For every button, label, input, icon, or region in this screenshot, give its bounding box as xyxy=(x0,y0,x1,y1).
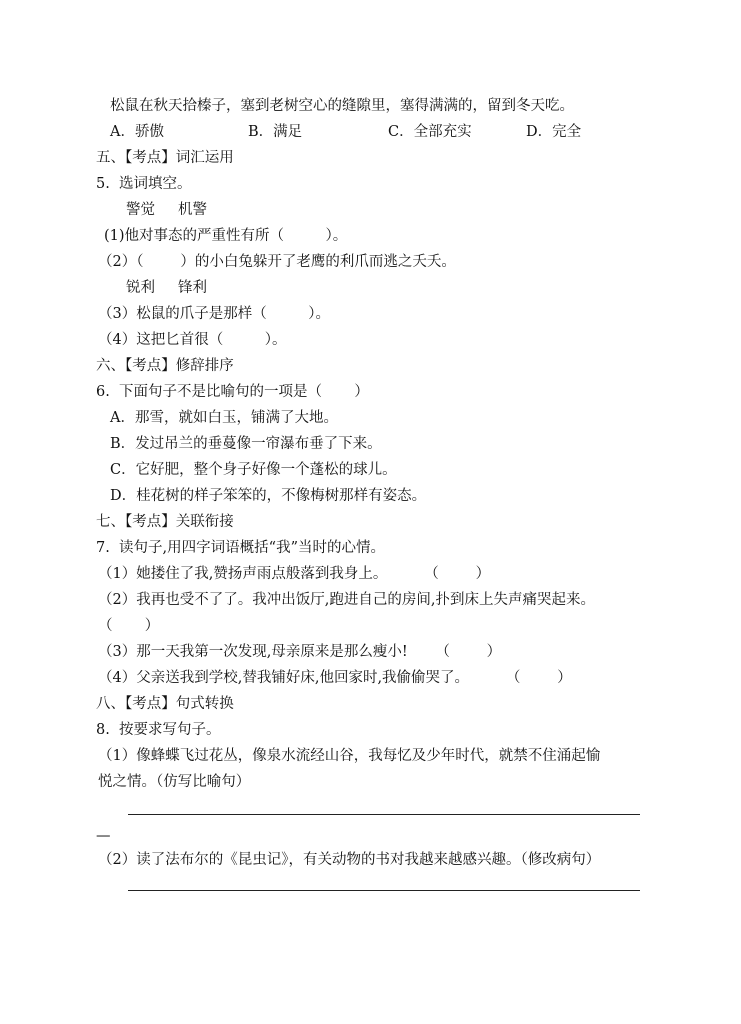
q5-item-4: （4）这把匕首很（ ）。 xyxy=(98,332,287,348)
section-8-heading: 八、【考点】句式转换 xyxy=(96,696,234,712)
question-6: 6. 下面句子不是比喻句的一项是（ ） xyxy=(96,384,369,400)
q5-item-1: (1)他对事态的严重性有所（ ）。 xyxy=(104,228,348,244)
q4-option-d: D．完全 xyxy=(526,124,582,140)
q6-option-d: D．桂花树的样子笨笨的，不像梅树那样有姿态。 xyxy=(110,488,427,504)
q8-item-2: （2）读了法布尔的《昆虫记》，有关动物的书对我越来越感兴趣。（修改病句） xyxy=(98,852,601,868)
answer-line-2[interactable] xyxy=(128,890,640,891)
q7-item-3: （3）那一天我第一次发现,母亲原来是那么瘦小! （ ） xyxy=(98,644,502,660)
q6-option-c: C．它好肥，整个身子好像一个蓬松的球儿。 xyxy=(110,462,397,478)
q8-item-1-line-2: 悦之情。（仿写比喻句） xyxy=(98,774,251,790)
q7-item-2-blank: （ ） xyxy=(98,618,160,634)
section-7-heading: 七、【考点】关联衔接 xyxy=(96,514,234,530)
word-choices-1: 警觉 机警 xyxy=(126,202,208,218)
q8-item-1-line-1: （1）像蜂蝶飞过花丛，像泉水流经山谷，我每忆及少年时代，就禁不住涌起愉 xyxy=(98,748,601,764)
q7-item-4: （4）父亲送我到学校,替我铺好床,他回家时,我偷偷哭了。 （ ） xyxy=(98,670,572,686)
q4-option-a: A．骄傲 xyxy=(110,124,164,140)
question-7: 7. 读句子,用四字词语概括“我”当时的心情。 xyxy=(96,540,385,556)
question-8: 8. 按要求写句子。 xyxy=(96,722,221,738)
q5-item-2: （2）（ ）的小白兔躲开了老鹰的利爪而逃之夭夭。 xyxy=(98,254,456,270)
q7-item-1: （1）她搂住了我,赞扬声雨点般落到我身上。 （ ） xyxy=(98,566,491,582)
q6-option-b: B．发过吊兰的垂蔓像一帘瀑布垂了下来。 xyxy=(110,436,382,452)
q4-sentence: 松鼠在秋天拾榛子，塞到老树空心的缝隙里，塞得满满的，留到冬天吃。 xyxy=(110,98,574,114)
section-5-heading: 五、【考点】词汇运用 xyxy=(96,150,234,166)
answer-line-1[interactable] xyxy=(128,814,640,815)
answer-line-1-tail: — xyxy=(96,828,111,844)
q4-option-c: C．全部充实 xyxy=(388,124,472,140)
section-6-heading: 六、【考点】修辞排序 xyxy=(96,358,234,374)
q7-item-2: （2）我再也受不了了。我冲出饭厅,跑进自己的房间,扑到床上失声痛哭起来。 xyxy=(98,592,595,608)
word-choices-2: 锐利 锋利 xyxy=(126,280,208,296)
question-5: 5. 选词填空。 xyxy=(96,176,192,192)
q6-option-a: A．那雪，就如白玉，铺满了大地。 xyxy=(110,410,338,426)
q5-item-3: （3）松鼠的爪子是那样（ ）。 xyxy=(98,306,330,322)
q4-option-b: B．满足 xyxy=(248,124,303,140)
